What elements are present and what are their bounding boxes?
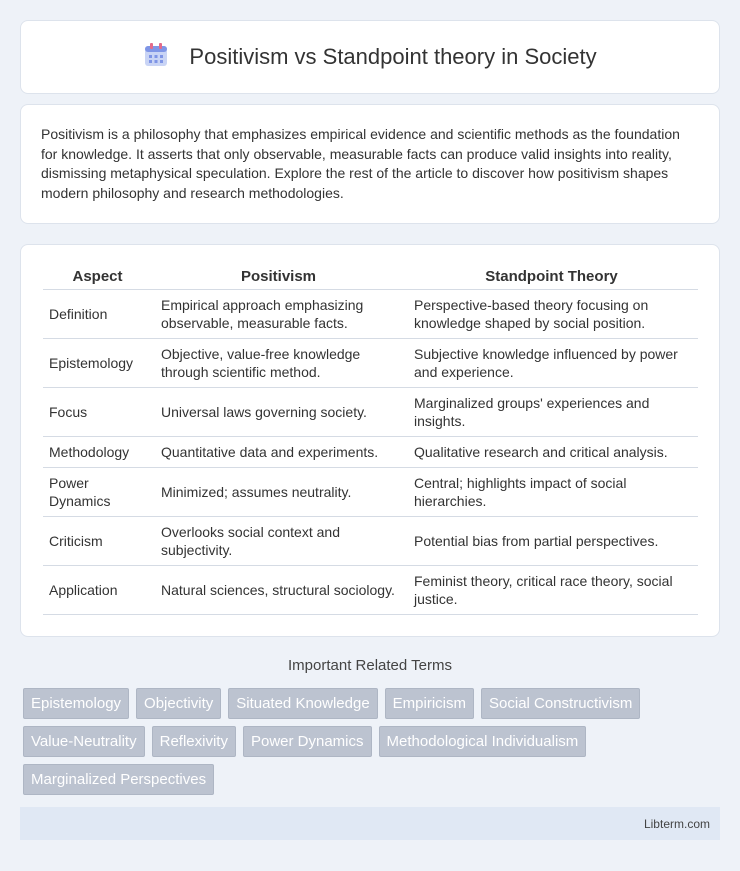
tag-situated-knowledge[interactable]: Situated Knowledge bbox=[228, 688, 377, 719]
cell-positivism: Quantitative data and experiments. bbox=[152, 436, 405, 467]
cell-standpoint: Central; highlights impact of social hierarchies. bbox=[405, 467, 698, 516]
cell-standpoint: Potential bias from partial perspectives. bbox=[405, 516, 698, 565]
cell-standpoint: Perspective-based theory focusing on knowledge shaped by social position. bbox=[405, 289, 698, 338]
table-row bbox=[43, 565, 698, 614]
header-aspect: Aspect bbox=[72, 268, 123, 286]
tag-power-dynamics[interactable]: Power Dynamics bbox=[243, 726, 372, 757]
table-row bbox=[43, 338, 698, 387]
cell-positivism: Universal laws governing society. bbox=[152, 387, 405, 436]
cell-standpoint: Feminist theory, critical race theory, social justice. bbox=[405, 565, 698, 614]
tag-empiricism[interactable]: Empiricism bbox=[385, 688, 474, 719]
table-row bbox=[43, 387, 698, 436]
header-card bbox=[20, 20, 720, 94]
title-wrap bbox=[143, 42, 596, 73]
footer bbox=[20, 807, 720, 840]
header-positivism: Positivism bbox=[240, 268, 317, 286]
cell-standpoint: Qualitative research and critical analysis. bbox=[405, 436, 698, 467]
tag-social-constructivism[interactable]: Social Constructivism bbox=[481, 688, 640, 719]
comparison-table-card bbox=[20, 244, 720, 637]
cell-aspect: Definition bbox=[43, 289, 152, 338]
table-row bbox=[43, 436, 698, 467]
cell-positivism: Empirical approach emphasizing observable, measurable facts. bbox=[152, 289, 405, 338]
cell-positivism: Objective, value-free knowledge through scientific method. bbox=[152, 338, 405, 387]
table-row bbox=[43, 467, 698, 516]
tag-objectivity[interactable]: Objectivity bbox=[136, 688, 221, 719]
related-terms-title: Important Related Terms bbox=[288, 657, 452, 674]
cell-positivism: Overlooks social context and subjectivity. bbox=[152, 516, 405, 565]
calendar-icon bbox=[143, 42, 169, 73]
cell-positivism: Natural sciences, structural sociology. bbox=[152, 565, 405, 614]
cell-aspect: Epistemology bbox=[43, 338, 152, 387]
tag-methodological-individualism[interactable]: Methodological Individualism bbox=[379, 726, 587, 757]
table-header-row bbox=[43, 265, 698, 289]
intro-card bbox=[20, 104, 720, 224]
cell-aspect: Focus bbox=[43, 387, 152, 436]
tag-value-neutrality[interactable]: Value-Neutrality bbox=[23, 726, 145, 757]
cell-aspect: Application bbox=[43, 565, 152, 614]
related-terms-section bbox=[20, 657, 720, 795]
cell-positivism: Minimized; assumes neutrality. bbox=[152, 467, 405, 516]
cell-aspect: Methodology bbox=[43, 436, 152, 467]
table-row bbox=[43, 516, 698, 565]
cell-aspect: Criticism bbox=[43, 516, 152, 565]
cell-standpoint: Marginalized groups' experiences and insights. bbox=[405, 387, 698, 436]
tag-reflexivity[interactable]: Reflexivity bbox=[152, 726, 236, 757]
header-standpoint: Standpoint Theory bbox=[485, 268, 618, 286]
cell-standpoint: Subjective knowledge influenced by power and experience. bbox=[405, 338, 698, 387]
cell-aspect: Power Dynamics bbox=[43, 467, 152, 516]
tag-marginalized-perspectives[interactable]: Marginalized Perspectives bbox=[23, 764, 214, 795]
related-terms-tags bbox=[20, 688, 720, 795]
table-row bbox=[43, 289, 698, 338]
footer-site-link[interactable]: Libterm.com bbox=[643, 816, 710, 831]
page-title: Positivism vs Standpoint theory in Society bbox=[189, 44, 597, 69]
tag-epistemology[interactable]: Epistemology bbox=[23, 688, 129, 719]
intro-text: Positivism is a philosophy that emphasizes empirical evidence and scientific methods as the foundation for knowledge. It asserts that only observable, measurable facts can produce valid insights into reality, dismissing metaphysical speculation. Explore the rest of the article to discover how positivism shapes modern philosophy and research methodologies. bbox=[41, 126, 680, 201]
comparison-table bbox=[43, 265, 698, 615]
